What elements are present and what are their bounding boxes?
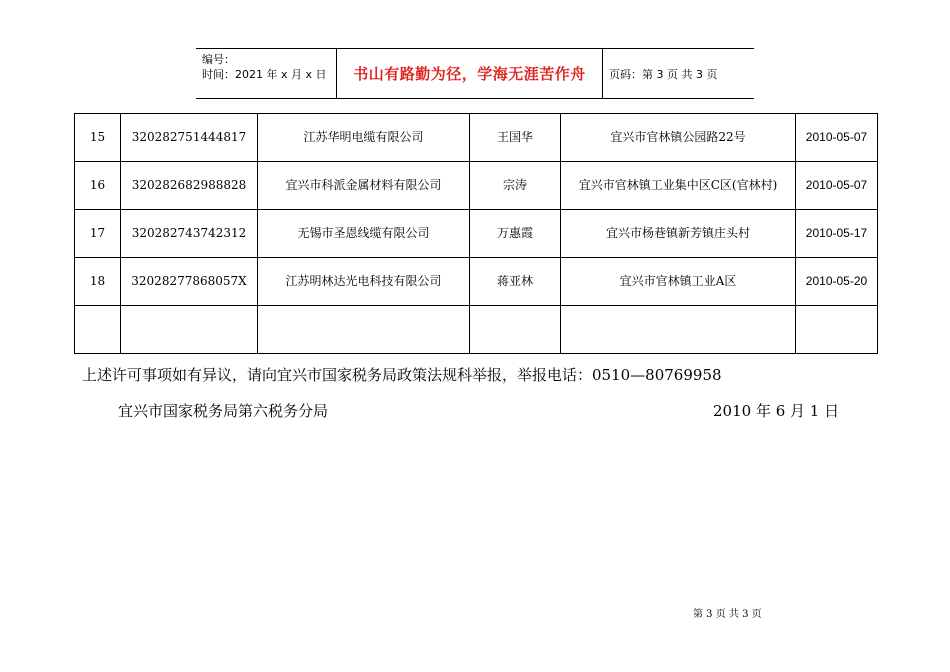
date: 2010-05-20 [796,258,878,306]
page-footer: 第 3 页 共 3 页 [693,609,762,620]
row-number: 18 [75,258,121,306]
header-meta [196,49,337,98]
company-name: 江苏明林达光电科技有限公司 [258,258,470,306]
tax-id: 320282751444817 [121,114,258,162]
row-number: 16 [75,162,121,210]
date: 2010-05-07 [796,114,878,162]
row-number: 15 [75,114,121,162]
table-row [75,114,878,162]
table-row [75,162,878,210]
table-row [75,210,878,258]
date [796,306,878,354]
objection-notice: 上述许可事项如有异议，请向宜兴市国家税务局政策法规科举报，举报电话：0510—80769958 [82,366,722,384]
address: 宜兴市官林镇工业A区 [561,258,796,306]
company-name: 江苏华明电缆有限公司 [258,114,470,162]
table-row [75,306,878,354]
date: 2010-05-17 [796,210,878,258]
table-row [75,258,878,306]
issue-date: 2010 年 6 月 1 日 [713,402,840,420]
address: 宜兴市杨巷镇新芳镇庄头村 [561,210,796,258]
legal-person: 万惠霞 [470,210,561,258]
license-table [74,113,878,354]
address [561,306,796,354]
legal-person: 王国华 [470,114,561,162]
document-header [196,48,754,99]
address: 宜兴市官林镇公园路22号 [561,114,796,162]
tax-id: 320282743742312 [121,210,258,258]
company-name: 无锡市圣恩线缆有限公司 [258,210,470,258]
row-number: 17 [75,210,121,258]
tax-id [121,306,258,354]
legal-person [470,306,561,354]
time-label: 时间：2021 年 x 月 x 日 [202,68,327,81]
header-page-code: 页码：第 3 页 共 3 页 [609,67,718,81]
date: 2010-05-07 [796,162,878,210]
legal-person: 蒋亚林 [470,258,561,306]
row-number [75,306,121,354]
header-motto: 书山有路勤为径，学海无涯苦作舟 [337,49,603,98]
company-name: 宜兴市科派金属材料有限公司 [258,162,470,210]
issuing-office: 宜兴市国家税务局第六税务分局 [118,402,329,420]
company-name [258,306,470,354]
legal-person: 宗涛 [470,162,561,210]
number-label: 编号： [202,53,235,66]
tax-id: 32028277868057X [121,258,258,306]
tax-id: 320282682988828 [121,162,258,210]
address: 宜兴市官林镇工业集中区C区(官林村) [561,162,796,210]
